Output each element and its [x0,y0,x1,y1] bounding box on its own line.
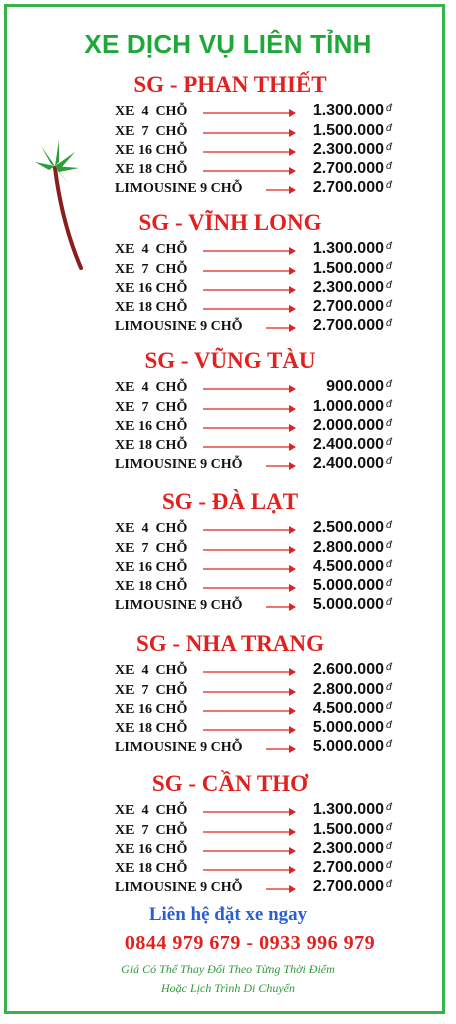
arrow-right-icon [203,827,296,837]
contact-heading: Liên hệ đặt xe ngay [148,904,308,925]
price-value: 2.800.000 [312,681,384,698]
price-value: 2.700.000 [312,298,384,315]
vehicle-label: XE 7 CHỖ [115,541,188,556]
arrow-right-icon [266,884,296,894]
price-row [0,801,456,820]
currency-symbol: đ [386,841,392,852]
price-row [0,455,456,474]
arrow-right-icon [203,246,296,256]
price-row [0,577,456,596]
price-value: 2.700.000 [312,179,384,196]
currency-symbol: đ [386,822,392,833]
arrow-right-icon [203,304,296,314]
currency-symbol: đ [386,437,392,448]
price-row [0,279,456,298]
price-row [0,519,456,538]
currency-symbol: đ [386,379,392,390]
route-title: SG - VŨNG TÀU [144,348,316,373]
currency-symbol: đ [386,701,392,712]
price-row [0,179,456,198]
price-row [0,160,456,179]
arrow-right-icon [203,128,296,138]
price-row [0,436,456,455]
price-value: 1.300.000 [312,240,384,257]
currency-symbol: đ [386,318,392,329]
arrow-right-icon [266,744,296,754]
arrow-right-icon [203,687,296,697]
vehicle-label: XE 16 CHỖ [115,281,188,296]
vehicle-label: XE 4 CHỖ [115,104,188,119]
price-value: 2.700.000 [312,878,384,895]
price-value: 2.800.000 [312,539,384,556]
price-value: 2.400.000 [312,455,384,472]
price-value: 2.500.000 [312,519,384,536]
price-row [0,102,456,121]
price-row [0,378,456,397]
price-row [0,700,456,719]
arrow-right-icon [203,725,296,735]
arrow-right-icon [266,185,296,195]
price-row [0,539,456,558]
price-value: 2.700.000 [312,317,384,334]
price-row [0,260,456,279]
vehicle-label: XE 16 CHỖ [115,560,188,575]
note-line-2: Hoặc Lịch Trình Di Chuyển [161,981,295,995]
currency-symbol: đ [386,860,392,871]
vehicle-label: XE 7 CHỖ [115,262,188,277]
vehicle-label: XE 16 CHỖ [115,419,188,434]
vehicle-label: XE 4 CHỖ [115,380,188,395]
price-value: 2.000.000 [312,417,384,434]
price-row [0,878,456,897]
vehicle-label: XE 18 CHỖ [115,579,188,594]
page-title: XE DỊCH VỤ LIÊN TỈNH [84,29,372,59]
arrow-right-icon [266,323,296,333]
route-title: SG - PHAN THIẾT [133,72,327,97]
arrow-right-icon [203,706,296,716]
currency-symbol: đ [386,520,392,531]
vehicle-label: LIMOUSINE 9 CHỖ [115,598,243,613]
route-title: SG - NHA TRANG [135,631,325,656]
price-value: 5.000.000 [312,596,384,613]
price-value: 5.000.000 [312,719,384,736]
arrow-right-icon [203,807,296,817]
price-row [0,596,456,615]
arrow-right-icon [203,583,296,593]
vehicle-label: XE 4 CHỖ [115,803,188,818]
vehicle-label: LIMOUSINE 9 CHỖ [115,880,243,895]
currency-symbol: đ [386,597,392,608]
vehicle-label: LIMOUSINE 9 CHỖ [115,181,243,196]
arrow-right-icon [203,865,296,875]
arrow-right-icon [203,667,296,677]
currency-symbol: đ [386,720,392,731]
currency-symbol: đ [386,161,392,172]
vehicle-label: XE 4 CHỖ [115,521,188,536]
currency-symbol: đ [386,739,392,750]
currency-symbol: đ [386,103,392,114]
currency-symbol: đ [386,578,392,589]
price-value: 2.700.000 [312,859,384,876]
price-row [0,719,456,738]
price-value: 900.000 [326,378,384,395]
arrow-right-icon [203,384,296,394]
price-row [0,317,456,336]
vehicle-label: XE 4 CHỖ [115,242,188,257]
arrow-right-icon [266,602,296,612]
currency-symbol: đ [386,559,392,570]
vehicle-label: LIMOUSINE 9 CHỖ [115,319,243,334]
note-line-1: Giá Có Thể Thay Đổi Theo Từng Thời Điểm [121,962,335,976]
price-value: 2.700.000 [312,160,384,177]
price-row [0,661,456,680]
price-value: 1.300.000 [312,801,384,818]
currency-symbol: đ [386,456,392,467]
arrow-right-icon [203,525,296,535]
arrow-right-icon [203,285,296,295]
price-row [0,821,456,840]
price-value: 2.300.000 [312,840,384,857]
vehicle-label: LIMOUSINE 9 CHỖ [115,740,243,755]
currency-symbol: đ [386,662,392,673]
currency-symbol: đ [386,399,392,410]
currency-symbol: đ [386,180,392,191]
price-row [0,122,456,141]
price-value: 4.500.000 [312,700,384,717]
currency-symbol: đ [386,261,392,272]
price-value: 2.300.000 [312,141,384,158]
vehicle-label: XE 18 CHỖ [115,162,188,177]
price-value: 2.300.000 [312,279,384,296]
vehicle-label: XE 16 CHỖ [115,143,188,158]
vehicle-label: XE 7 CHỖ [115,124,188,139]
vehicle-label: XE 18 CHỖ [115,438,188,453]
price-value: 1.500.000 [312,821,384,838]
vehicle-label: XE 7 CHỖ [115,683,188,698]
price-value: 4.500.000 [312,558,384,575]
arrow-right-icon [203,147,296,157]
price-value: 2.600.000 [312,661,384,678]
arrow-right-icon [203,442,296,452]
currency-symbol: đ [386,123,392,134]
vehicle-label: XE 18 CHỖ [115,721,188,736]
price-row [0,141,456,160]
currency-symbol: đ [386,802,392,813]
price-value: 1.500.000 [312,260,384,277]
price-value: 2.400.000 [312,436,384,453]
currency-symbol: đ [386,142,392,153]
price-row [0,240,456,259]
arrow-right-icon [203,266,296,276]
arrow-right-icon [203,545,296,555]
price-row [0,398,456,417]
vehicle-label: XE 4 CHỖ [115,663,188,678]
currency-symbol: đ [386,241,392,252]
price-row [0,859,456,878]
vehicle-label: XE 7 CHỖ [115,400,188,415]
price-value: 1.500.000 [312,122,384,139]
price-value: 5.000.000 [312,577,384,594]
arrow-right-icon [203,404,296,414]
price-value: 1.300.000 [312,102,384,119]
vehicle-label: XE 16 CHỖ [115,702,188,717]
price-row [0,840,456,859]
route-title: SG - ĐÀ LẠT [161,489,299,514]
arrow-right-icon [203,846,296,856]
price-row [0,298,456,317]
vehicle-label: XE 16 CHỖ [115,842,188,857]
price-row [0,738,456,757]
price-row [0,681,456,700]
price-value: 1.000.000 [312,398,384,415]
currency-symbol: đ [386,682,392,693]
price-row [0,558,456,577]
price-value: 5.000.000 [312,738,384,755]
currency-symbol: đ [386,280,392,291]
vehicle-label: XE 7 CHỖ [115,823,188,838]
arrow-right-icon [203,108,296,118]
vehicle-label: LIMOUSINE 9 CHỖ [115,457,243,472]
arrow-right-icon [203,423,296,433]
vehicle-label: XE 18 CHỖ [115,300,188,315]
route-title: SG - CẦN THƠ [151,771,309,796]
price-row [0,417,456,436]
arrow-right-icon [266,461,296,471]
route-title: SG - VĨNH LONG [138,210,322,235]
arrow-right-icon [203,166,296,176]
arrow-right-icon [203,564,296,574]
vehicle-label: XE 18 CHỖ [115,861,188,876]
phone-numbers[interactable]: 0844 979 679 - 0933 996 979 [124,932,376,954]
currency-symbol: đ [386,299,392,310]
currency-symbol: đ [386,879,392,890]
currency-symbol: đ [386,418,392,429]
currency-symbol: đ [386,540,392,551]
